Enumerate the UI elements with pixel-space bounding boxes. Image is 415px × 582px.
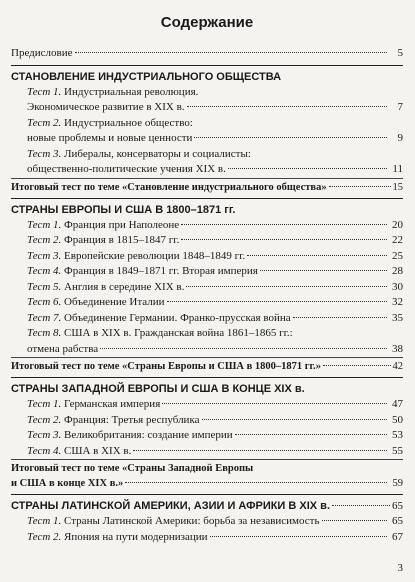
dot-leader (329, 186, 391, 187)
dot-leader (332, 505, 390, 506)
toc-entry: Экономическое развитие в XIX в. 7 (27, 101, 403, 113)
final-test-entry-cont: и США в конце XIX в.» 59 (11, 478, 403, 489)
final-test-entry: Итоговый тест по теме «Страны Европы и США в 1800–1871 гг.» 42 (11, 357, 403, 374)
entry-page: 5 (397, 47, 403, 59)
toc-entry: Тест 6. Объединение Италии 32 (27, 296, 403, 308)
toc-entry: Тест 8. США в XIX в. Гражданская война 1861–1865 гг.: (27, 327, 293, 339)
toc-entry: Тест 4. Франция в 1849–1871 гг. Вторая империя 28 (27, 265, 403, 277)
toc-entry: Тест 1. Франция при Наполеоне 20 (27, 218, 403, 231)
toc-entry: новые проблемы и новые ценности 9 (27, 132, 403, 144)
toc-entry: Тест 1. Германская империя 47 (27, 398, 403, 410)
toc-entry: отмена рабства 38 (27, 342, 403, 355)
toc-entry: Тест 3. Великобритания: создание империи 53 (27, 429, 403, 441)
toc-entry: Тест 4. США в XIX в. 55 (27, 444, 403, 457)
toc-entry: Тест 1. Индустриальная революция. (27, 85, 199, 98)
dot-leader (323, 365, 390, 366)
toc-entry: Тест 1. Страны Латинской Америки: борьба за независимость 65 (27, 515, 403, 527)
entry-label: Предисловие (11, 47, 73, 59)
section-heading: СТРАНЫ ЕВРОПЫ И США В 1800–1871 гг. (11, 198, 403, 218)
section-heading: СТАНОВЛЕНИЕ ИНДУСТРИАЛЬНОГО ОБЩЕСТВА (11, 65, 403, 85)
dot-leader (194, 137, 387, 138)
toc-entry: Тест 2. Япония на пути модернизации 67 (27, 530, 403, 543)
toc-entry: Тест 5. Англия в середине XIX в. 30 (27, 280, 403, 293)
dot-leader (75, 52, 388, 53)
page-title: Содержание (160, 14, 254, 31)
dot-leader (228, 168, 387, 169)
toc-entry: Тест 3. Либералы, консерваторы и социалисты: (27, 147, 251, 160)
section-heading: СТРАНЫ ЗАПАДНОЙ ЕВРОПЫ И США В КОНЦЕ XIX в. (11, 377, 403, 397)
toc-entry-preface (11, 46, 403, 62)
section-heading: СТРАНЫ ЛАТИНСКОЙ АМЕРИКИ, АЗИИ И АФРИКИ В XIX в. 65 (11, 494, 403, 514)
page-number: 3 (397, 562, 403, 574)
toc-entry: Тест 3. Европейские революции 1848–1849 гг. 25 (27, 249, 403, 262)
dot-leader (187, 106, 387, 107)
toc-entry: Тест 2. Франция: Третья республика 50 (27, 413, 403, 426)
final-test-entry: Итоговый тест по теме «Страны Западной Европы (11, 459, 403, 476)
dot-leader (125, 482, 387, 483)
toc-entry: Тест 2. Индустриальное общество: (27, 116, 193, 129)
toc-entry: Тест 7. Объединение Германии. Франко-прусская война 35 (27, 311, 403, 324)
toc-entry: общественно-политические учения XIX в. 11 (27, 163, 403, 175)
toc-entry: Тест 2. Франция в 1815–1847 гг. 22 (27, 234, 403, 246)
final-test-entry: Итоговый тест по теме «Становление индустриального общества» 15 (11, 178, 403, 195)
